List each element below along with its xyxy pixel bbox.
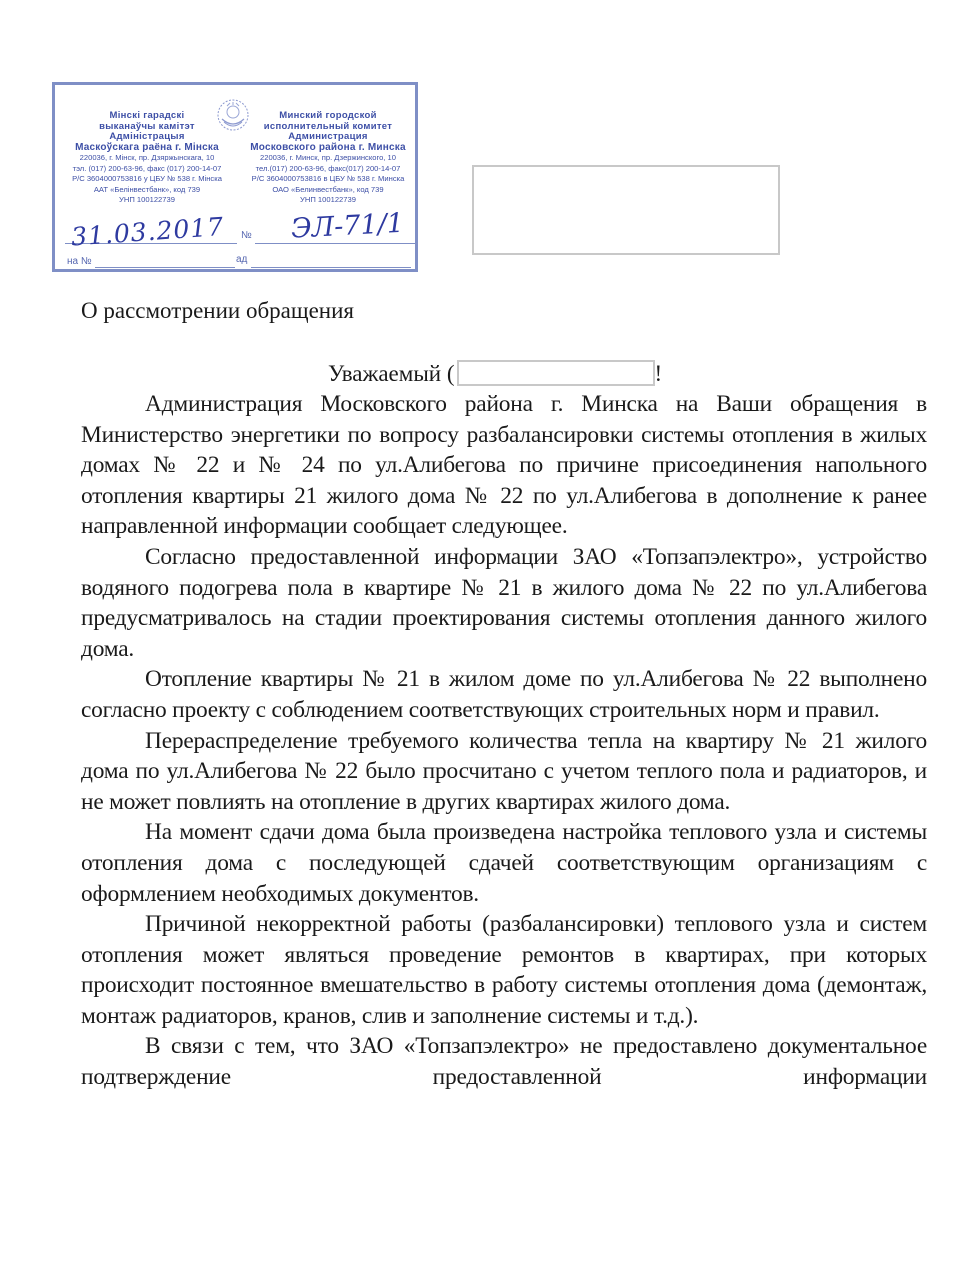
paragraph: В связи с тем, что ЗАО «Топзапэлектро» не предоставлено документальное подтверждение предоставленной информации [81,1033,927,1091]
stamp-line: УНП 100122739 [300,195,356,204]
stamp-line: тел.(017) 200-63-96, факс(017) 200-14-07 [255,163,401,173]
salutation-word: Уважаемый [328,361,442,386]
paragraph: Отопление квартиры № 21 в жилом доме по ул.Алибегова № 22 выполнено согласно проекту с соблюдением соответствующих строительных норм и правил. [81,666,927,723]
salutation [328,360,662,387]
stamp-line: Московского района г. Минска [250,141,406,153]
paragraph: Перераспределение требуемого количества тепла на квартиру № 21 жилого дома по ул.Алибегова № 22 было просчитано с учетом теплого пола и радиаторов, и не может повлиять на отопление в других квартирах жилого дома. [81,727,927,815]
redacted-recipient-address [472,165,780,255]
stamp-line: тэл. (017) 200-63-96, факс (017) 200-14-07 [72,163,222,173]
redacted-recipient-name [457,360,655,386]
stamp-line: Администрация [288,131,368,142]
belarus-emblem-icon [215,97,251,133]
stamp-line: выканаўчы камітэт [99,120,195,132]
salutation-initial: ( [446,361,455,386]
stamp-belarusian-text [59,111,235,206]
stamp-line: Мінскі гарадскі [109,110,185,121]
stamp-line: Р/С 3604000753816 в ЦБУ № 538 г. Минска [251,174,405,183]
stamp-line: Р/С 3604000753816 у ЦБУ № 538 г. Мінска [72,174,222,183]
stamp-line: Минский городской [279,110,377,121]
paragraph: Согласно предоставленной информации ЗАО «Топзапэлектро», устройство водяного подогрева пола в квартире № 21 в жилого дома № 22 по ул.Алибегова предусматривалось на стадии проектирования системы отопления данного жилого дома. [81,543,927,662]
letter-body [81,389,927,1093]
stamp-number-label: № [241,230,252,241]
stamp-line: исполнительный комитет [263,120,393,132]
stamp-reply-to-label: на № [67,256,92,267]
stamp-from-label: ад [236,254,248,265]
stamp-handwritten-reg-number: ЭЛ-71/1 [290,207,405,245]
paragraph: Причиной некорректной работы (разбалансировки) теплового узла и систем отопления может являться проведение ремонтов в квартирах, при которых происходит постоянное вмешательство в работу системы отопления дома (демонтаж, монтаж радиаторов, кранов, слив и заполнение системы и т.д.). [81,911,927,1029]
salutation-exclamation: ! [654,361,663,386]
paragraph: На момент сдачи дома была произведена настройка теплового узла и системы отопления дома с последующей сдачей соответствующим организациям с оформлением необходимых документов. [81,819,927,907]
stamp-line: 220036, г. Мінск, пр. Дзяржынскага, 10 [79,153,215,162]
paragraph: Администрация Московского района г. Минска на Ваши обращения в Министерство энергетики по вопросу разбалансировки системы отопления в жилых домах № 22 и № 24 по ул.Алибегова по причине присоединения напольного отопления квартиры 21 жилого дома № 22 по ул.Алибегова в дополнение к ранее направленной информации сообщает следующее. [81,391,927,540]
stamp-handwritten-date: 31.03.2017 [70,211,225,252]
stamp-line: Маскоўскага раёна г. Мінска [75,141,219,153]
stamp-line: УНП 100122739 [119,195,175,204]
stamp-russian-text [238,111,418,206]
stamp-number-underline [255,243,415,244]
stamp-line: 220036, г. Минск, пр. Дзержинского, 10 [260,153,396,162]
letter-subject: О рассмотрении обращения [81,298,354,323]
stamp-reply-to-underline [95,267,235,268]
stamp-line: ОАО «Белинвестбанк», код 739 [272,184,384,194]
stamp-line: ААТ «Белінвестбанк», код 739 [93,184,201,194]
stamp-from-underline [251,267,411,268]
stamp-line: Адміністрацыя [109,131,185,142]
